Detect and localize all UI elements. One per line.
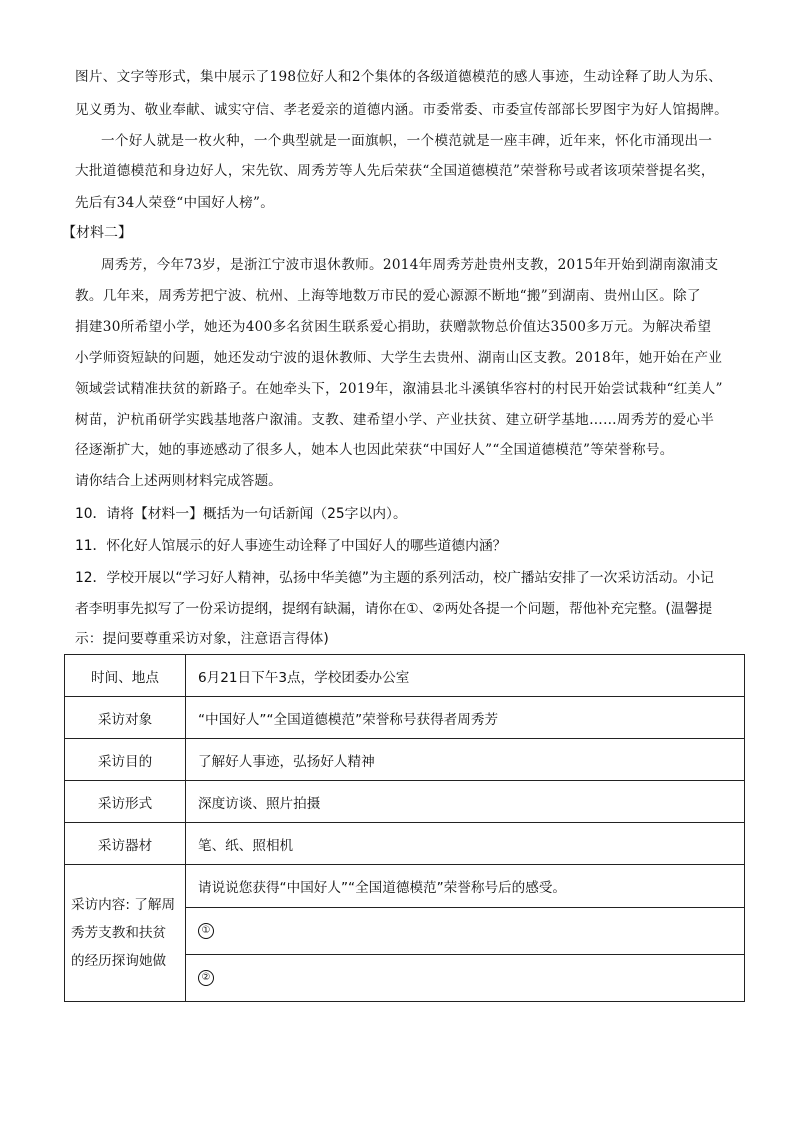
question-12-line-2: 者李明事先拟写了一份采访提纲，提纲有缺漏，请你在①、②两处各提一个问题，帮他补充完整。(温馨提 bbox=[75, 601, 713, 617]
question-10: 10．请将【材料一】概括为一句话新闻（25字以内）。 bbox=[75, 506, 407, 522]
question-12-line-3: 示：提问要尊重采访对象，注意语言得体) bbox=[75, 631, 329, 647]
material2-line-6: 树苗，沪杭甬研学实践基地落户溆浦。支教、建希望小学、产业扶贫、建立研学基地……周秀芳的爱心半 bbox=[75, 412, 715, 428]
row-label: 时间、地点 bbox=[65, 655, 186, 697]
answer-blank-1[interactable] bbox=[186, 908, 745, 955]
content-label-text: 采访内容: 了解周秀芳支教和扶贫的经历探询她做 bbox=[71, 897, 176, 969]
row-value: 6月21日下午3点，学校团委办公室 bbox=[186, 655, 745, 697]
question-12-line-1: 12．学校开展以“学习好人精神，弘扬中华美德”为主题的系列活动，校广播站安排了一次采访活动。小记 bbox=[75, 570, 714, 586]
table-row bbox=[65, 781, 745, 823]
row-label: 采访器材 bbox=[65, 823, 186, 865]
row-value: 笔、纸、照相机 bbox=[186, 823, 745, 865]
instructions: 请你结合上述两则材料完成答题。 bbox=[75, 473, 282, 489]
row-value: 深度访谈、照片拍摄 bbox=[186, 781, 745, 823]
material2-line-3: 捐建30所希望小学，她还为400多名贫困生联系爱心捐助，获赠款物总价值达3500多万元。为解决希望 bbox=[75, 319, 712, 335]
row-label: 采访对象 bbox=[65, 697, 186, 739]
material2-line-2: 教。几年来，周秀芳把宁波、杭州、上海等地数万市民的爱心源源不断地“搬”到湖南、贵州山区。除了 bbox=[75, 288, 701, 304]
material1-line-5: 先后有34人荣登“中国好人榜”。 bbox=[75, 195, 275, 211]
material1-line-2: 见义勇为、敬业奉献、诚实守信、孝老爱亲的道德内涵。市委常委、市委宣传部部长罗图宇为好人馆揭牌。 bbox=[75, 102, 729, 118]
table-row bbox=[65, 865, 745, 908]
row-value: “中国好人”“全国道德模范”荣誉称号获得者周秀芳 bbox=[186, 697, 745, 739]
material1-line-1: 图片、文字等形式，集中展示了198位好人和2个集体的各级道德模范的感人事迹，生动诠释了助人为乐、 bbox=[75, 69, 723, 85]
circled-two: ② bbox=[198, 970, 214, 986]
material2-line-7: 径逐渐扩大，她的事迹感动了很多人，她本人也因此荣获“中国好人”“全国道德模范”等荣誉称号。 bbox=[75, 442, 674, 458]
table-row bbox=[65, 655, 745, 697]
row-label: 采访目的 bbox=[65, 739, 186, 781]
answer-blank-2[interactable] bbox=[186, 955, 745, 1002]
row-label: 采访形式 bbox=[65, 781, 186, 823]
table-row bbox=[65, 823, 745, 865]
content-label bbox=[65, 865, 186, 1002]
circled-one: ① bbox=[198, 923, 214, 939]
material2-heading: 【材料二】 bbox=[62, 225, 132, 241]
material1-line-3: 一个好人就是一枚火种，一个典型就是一面旗帜，一个模范就是一座丰碑，近年来，怀化市涌现出一 bbox=[101, 133, 713, 149]
material2-line-5: 领域尝试精准扶贫的新路子。在她牵头下，2019年，溆浦县北斗溪镇华容村的村民开始尝试栽种“红美人” bbox=[75, 381, 723, 397]
material2-line-4: 小学师资短缺的问题，她还发动宁波的退休教师、大学生去贵州、湖南山区支教。2018年，她开始在产业 bbox=[75, 350, 723, 366]
content-question-1: 请说说您获得“中国好人”“全国道德模范”荣誉称号后的感受。 bbox=[186, 865, 745, 908]
interview-outline-table bbox=[64, 654, 745, 1002]
table-row bbox=[65, 697, 745, 739]
material1-line-4: 大批道德模范和身边好人，宋先钦、周秀芳等人先后荣获“全国道德模范”荣誉称号或者该项荣誉提名奖， bbox=[75, 163, 715, 179]
row-value: 了解好人事迹，弘扬好人精神 bbox=[186, 739, 745, 781]
question-11: 11．怀化好人馆展示的好人事迹生动诠释了中国好人的哪些道德内涵？ bbox=[75, 538, 507, 554]
table-row bbox=[65, 739, 745, 781]
material2-line-1: 周秀芳，今年73岁，是浙江宁波市退休教师。2014年周秀芳赴贵州支教，2015年开始到湖南溆浦支 bbox=[101, 257, 719, 273]
